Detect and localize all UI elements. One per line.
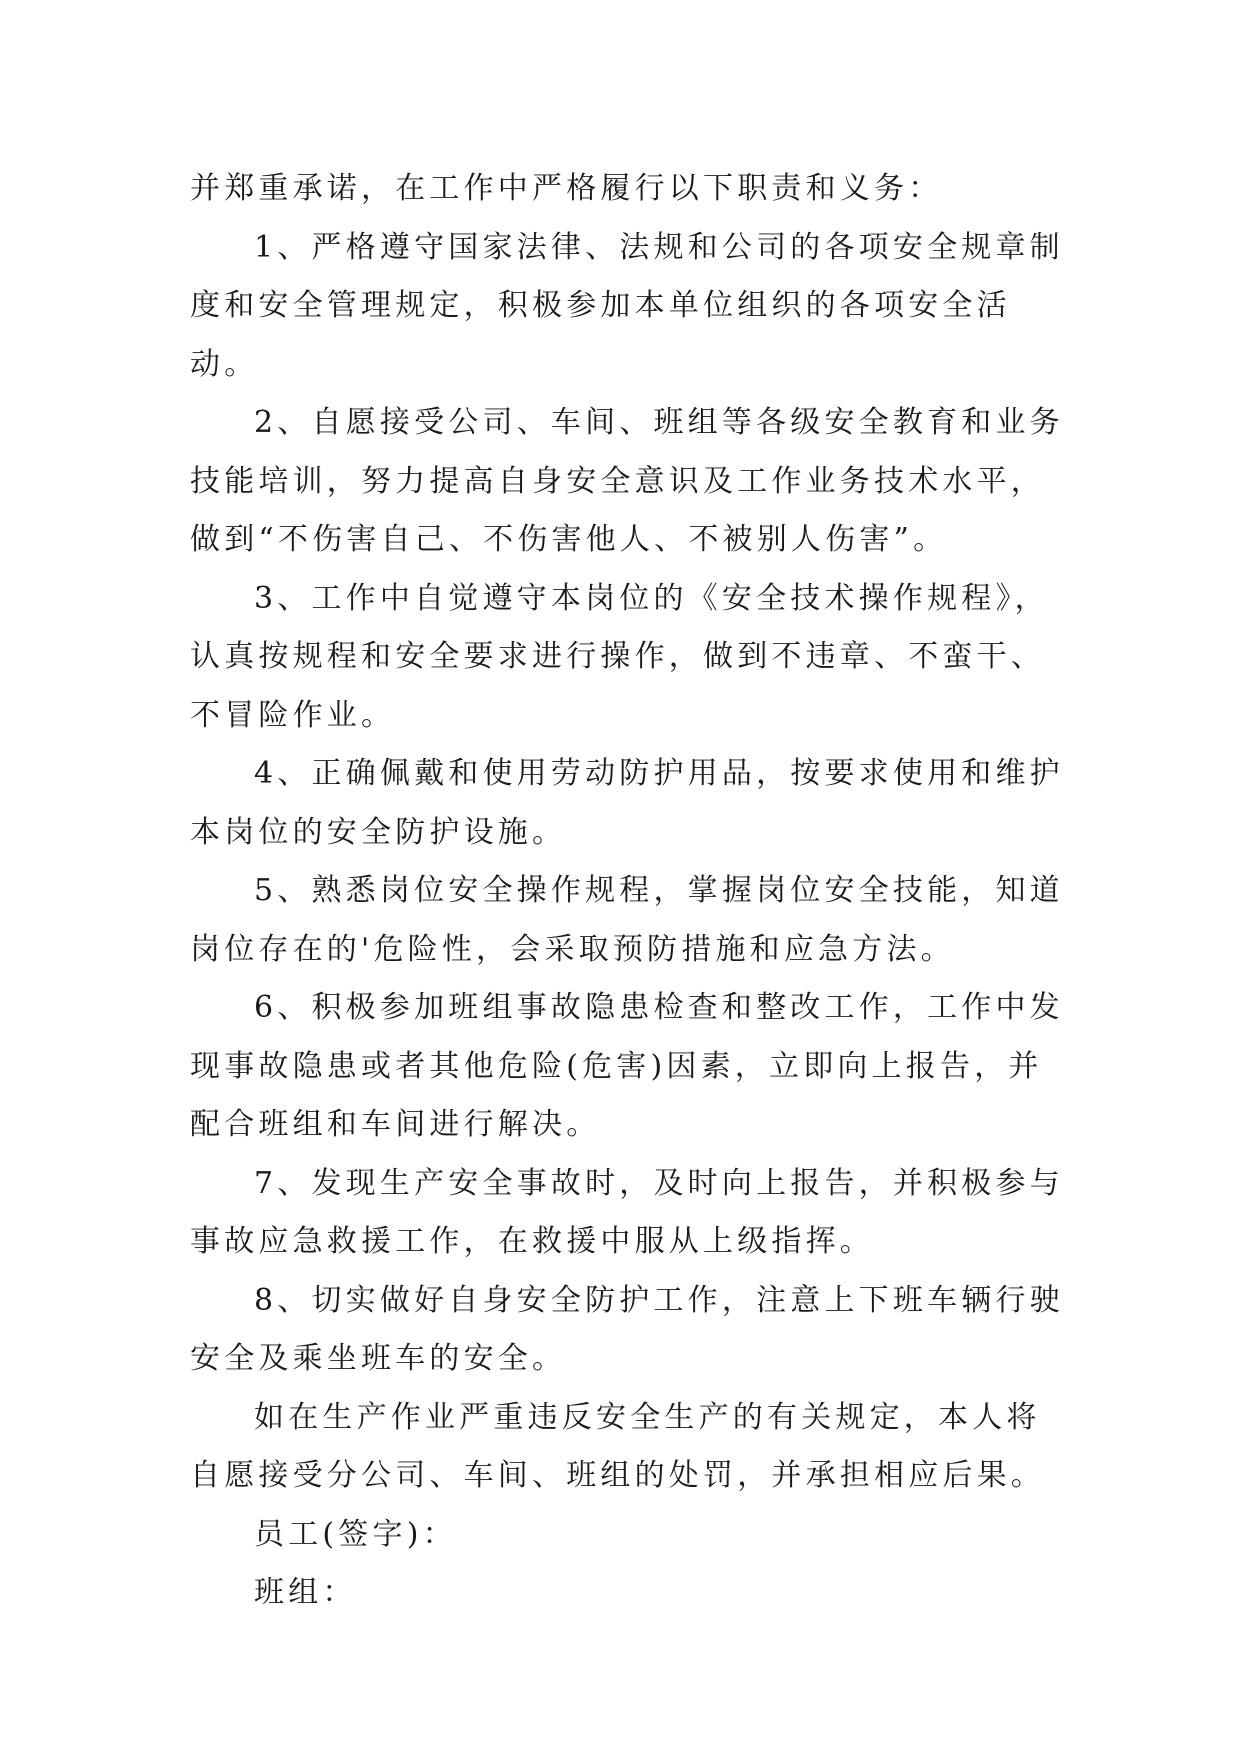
paragraph-item-7: 7、发现生产安全事故时，及时向上报告，并积极参与事故应急救援工作，在救援中服从上级指挥。 — [190, 1165, 1064, 1259]
signature-team-line: 班组： — [254, 1575, 357, 1610]
paragraph-item-6: 6、积极参加班组事故隐患检查和整改工作，工作中发现事故隐患或者其他危险(危害)因素，立即向上报告，并配合班组和车间进行解决。 — [190, 990, 1064, 1142]
paragraph-item-2: 2、自愿接受公司、车间、班组等各级安全教育和业务技能培训，努力提高自身安全意识及工作业务技术水平，做到“不伤害自己、不伤害他人、不被别人伤害”。 — [190, 405, 1064, 557]
paragraph-item-1: 1、严格遵守国家法律、法规和公司的各项安全规章制度和安全管理规定，积极参加本单位组织的各项安全活动。 — [190, 229, 1064, 382]
paragraph-item-5: 5、熟悉岗位安全操作规程，掌握岗位安全技能，知道岗位存在的'危险性，会采取预防措施和应急方法。 — [190, 873, 1064, 967]
paragraph-item-4: 4、正确佩戴和使用劳动防护用品，按要求使用和维护本岗位的安全防护设施。 — [190, 756, 1064, 850]
document-body — [190, 160, 1070, 1623]
paragraph-item-3: 3、工作中自觉遵守本岗位的《安全技术操作规程》，认真按规程和安全要求进行操作，做到不违章、不蛮干、不冒险作业。 — [190, 580, 1049, 733]
paragraph-intro: 并郑重承诺，在工作中严格履行以下职责和义务： — [190, 171, 943, 206]
paragraph-consequence: 如在生产作业严重违反安全生产的有关规定，本人将自愿接受分公司、车间、班组的处罚，并承担相应后果。 — [190, 1399, 1045, 1493]
paragraph-item-8: 8、切实做好自身安全防护工作，注意上下班车辆行驶安全及乘坐班车的安全。 — [190, 1282, 1064, 1376]
signature-employee-line: 员工(签字)： — [254, 1516, 457, 1552]
